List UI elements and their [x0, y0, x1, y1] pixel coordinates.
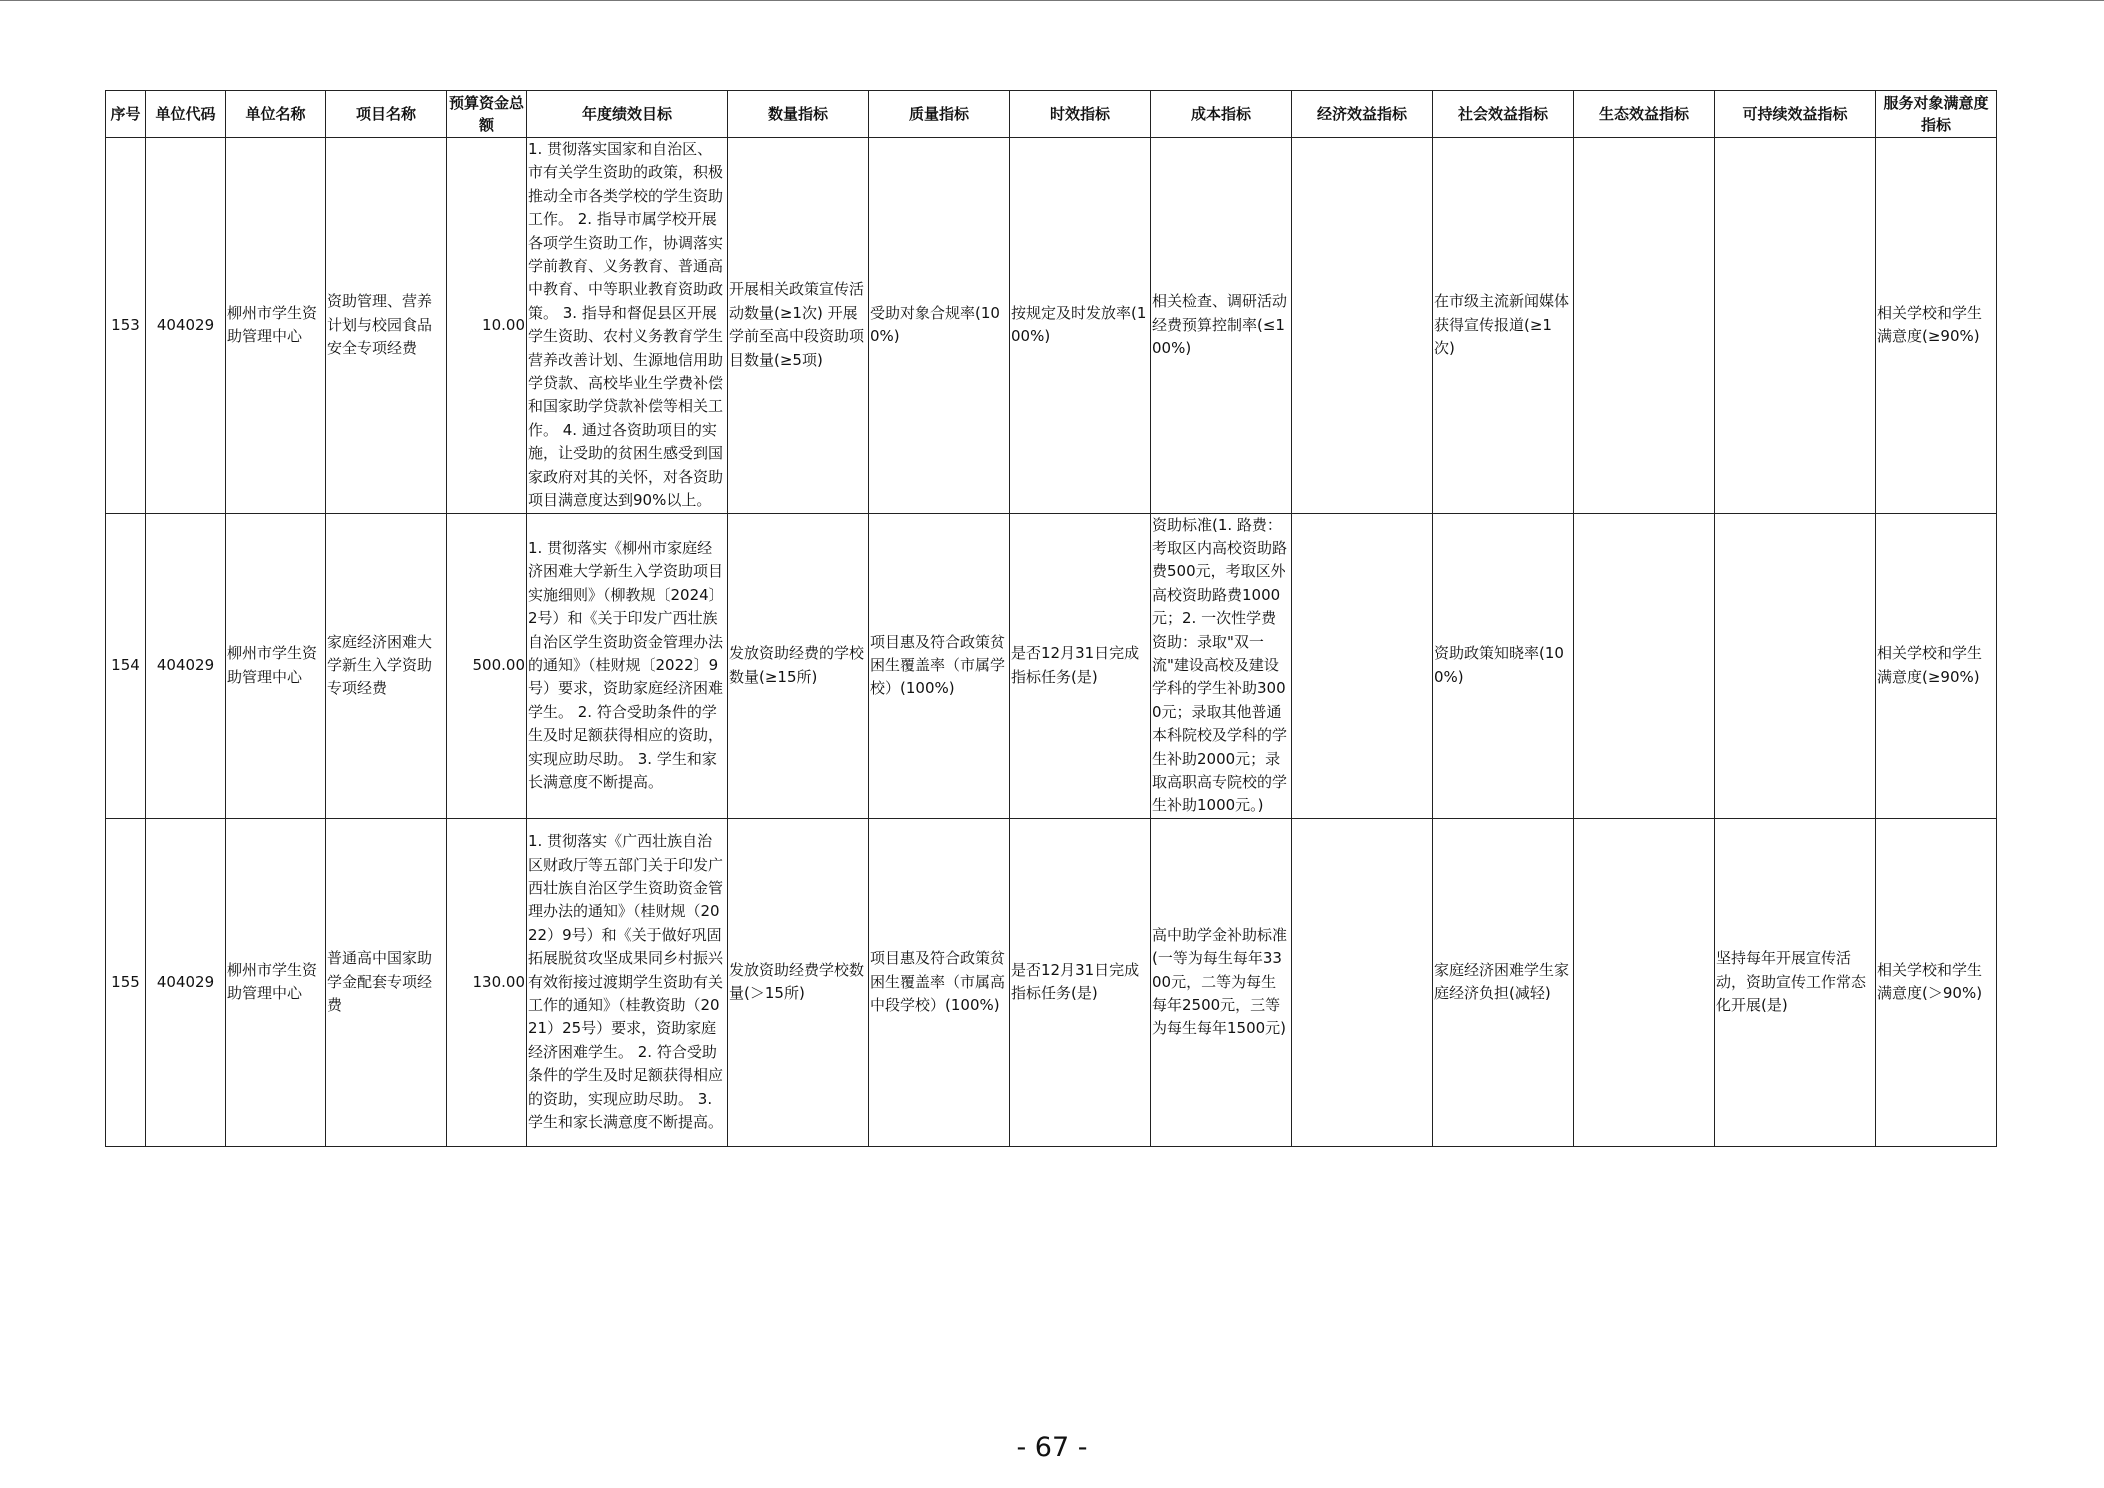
- cell-quantity: 发放资助经费的学校数量(≥15所): [728, 513, 869, 818]
- header-sustainable: 可持续效益指标: [1715, 91, 1876, 138]
- header-unit-code: 单位代码: [146, 91, 226, 138]
- header-quality: 质量指标: [869, 91, 1010, 138]
- cell-timeliness: 按规定及时发放率(100%): [1010, 138, 1151, 514]
- cell-economic: [1292, 513, 1433, 818]
- cell-ecological: [1574, 138, 1715, 514]
- table-row: [106, 513, 1997, 818]
- header-annual-goal: 年度绩效目标: [527, 91, 728, 138]
- cell-project-name: 资助管理、营养计划与校园食品安全专项经费: [326, 138, 447, 514]
- cell-satisfaction: 相关学校和学生满意度(＞90%): [1876, 818, 1997, 1146]
- table-row: [106, 138, 1997, 514]
- cell-unit-code: 404029: [146, 138, 226, 514]
- cell-seq: 155: [106, 818, 146, 1146]
- cell-cost: 高中助学金补助标准(一等为每生每年3300元，二等为每生每年2500元，三等为每生每年1500元): [1151, 818, 1292, 1146]
- cell-ecological: [1574, 513, 1715, 818]
- cell-social: 家庭经济困难学生家庭经济负担(减轻): [1433, 818, 1574, 1146]
- cell-social: 在市级主流新闻媒体获得宣传报道(≥1次): [1433, 138, 1574, 514]
- cell-annual-goal: 1. 贯彻落实《柳州市家庭经济困难大学新生入学资助项目实施细则》（柳教规〔2024〕2号）和《关于印发广西壮族自治区学生资助资金管理办法的通知》（桂财规〔2022〕9号）要求，资助家庭经济困难学生。 2. 符合受助条件的学生及时足额获得相应的资助，实现应助尽助。 3. 学生和家长满意度不断提高。: [527, 513, 728, 818]
- header-project-name: 项目名称: [326, 91, 447, 138]
- top-border-line: [0, 0, 2104, 1]
- cell-sustainable: 坚持每年开展宣传活动，资助宣传工作常态化开展(是): [1715, 818, 1876, 1146]
- page-number: - 67 -: [1016, 1432, 1088, 1463]
- cell-unit-code: 404029: [146, 513, 226, 818]
- table-header-row: [106, 91, 1997, 138]
- cell-budget: 500.00: [447, 513, 527, 818]
- cell-unit-name: 柳州市学生资助管理中心: [226, 818, 326, 1146]
- header-timeliness: 时效指标: [1010, 91, 1151, 138]
- cell-unit-name: 柳州市学生资助管理中心: [226, 138, 326, 514]
- cell-quality: 受助对象合规率(100%): [869, 138, 1010, 514]
- cell-seq: 153: [106, 138, 146, 514]
- cell-quality: 项目惠及符合政策贫困生覆盖率（市属高中段学校）(100%): [869, 818, 1010, 1146]
- cell-sustainable: [1715, 138, 1876, 514]
- cell-timeliness: 是否12月31日完成指标任务(是): [1010, 513, 1151, 818]
- cell-economic: [1292, 818, 1433, 1146]
- performance-target-table: [105, 90, 1997, 1147]
- cell-budget: 130.00: [447, 818, 527, 1146]
- cell-sustainable: [1715, 513, 1876, 818]
- cell-budget: 10.00: [447, 138, 527, 514]
- header-seq: 序号: [106, 91, 146, 138]
- cell-unit-name: 柳州市学生资助管理中心: [226, 513, 326, 818]
- cell-economic: [1292, 138, 1433, 514]
- cell-project-name: 普通高中国家助学金配套专项经费: [326, 818, 447, 1146]
- cell-satisfaction: 相关学校和学生满意度(≥90%): [1876, 138, 1997, 514]
- header-unit-name: 单位名称: [226, 91, 326, 138]
- cell-project-name: 家庭经济困难大学新生入学资助专项经费: [326, 513, 447, 818]
- cell-quantity: 开展相关政策宣传活动数量(≥1次) 开展学前至高中段资助项目数量(≥5项): [728, 138, 869, 514]
- cell-cost: 相关检查、调研活动经费预算控制率(≤100%): [1151, 138, 1292, 514]
- cell-seq: 154: [106, 513, 146, 818]
- cell-annual-goal: 1. 贯彻落实《广西壮族自治区财政厅等五部门关于印发广西壮族自治区学生资助资金管理办法的通知》（桂财规（2022）9号）和《关于做好巩固拓展脱贫攻坚成果同乡村振兴有效衔接过渡期学生资助有关工作的通知》（桂教资助（2021）25号）要求，资助家庭经济困难学生。 2. 符合受助条件的学生及时足额获得相应的资助，实现应助尽助。 3. 学生和家长满意度不断提高。: [527, 818, 728, 1146]
- header-budget: 预算资金总额: [447, 91, 527, 138]
- cell-quantity: 发放资助经费学校数量(＞15所): [728, 818, 869, 1146]
- header-cost: 成本指标: [1151, 91, 1292, 138]
- cell-ecological: [1574, 818, 1715, 1146]
- cell-annual-goal: 1. 贯彻落实国家和自治区、市有关学生资助的政策，积极推动全市各类学校的学生资助工作。 2. 指导市属学校开展各项学生资助工作，协调落实学前教育、义务教育、普通高中教育、中等职业教育资助政策。 3. 指导和督促县区开展学生资助、农村义务教育学生营养改善计划、生源地信用助学贷款、高校毕业生学费补偿和国家助学贷款补偿等相关工作。 4. 通过各资助项目的实施，让受助的贫困生感受到国家政府对其的关怀，对各资助项目满意度达到90%以上。: [527, 138, 728, 514]
- cell-timeliness: 是否12月31日完成指标任务(是): [1010, 818, 1151, 1146]
- header-social: 社会效益指标: [1433, 91, 1574, 138]
- cell-quality: 项目惠及符合政策贫困生覆盖率（市属学校）(100%): [869, 513, 1010, 818]
- cell-unit-code: 404029: [146, 818, 226, 1146]
- cell-cost: 资助标准(1. 路费：考取区内高校资助路费500元，考取区外高校资助路费1000元；2. 一次性学费资助：录取"双一流"建设高校及建设学科的学生补助3000元；录取其他普通本科院校及学科的学生补助2000元；录取高职高专院校的学生补助1000元。): [1151, 513, 1292, 818]
- cell-satisfaction: 相关学校和学生满意度(≥90%): [1876, 513, 1997, 818]
- header-quantity: 数量指标: [728, 91, 869, 138]
- table-row: [106, 818, 1997, 1146]
- cell-social: 资助政策知晓率(100%): [1433, 513, 1574, 818]
- header-satisfaction: 服务对象满意度指标: [1876, 91, 1997, 138]
- header-economic: 经济效益指标: [1292, 91, 1433, 138]
- header-ecological: 生态效益指标: [1574, 91, 1715, 138]
